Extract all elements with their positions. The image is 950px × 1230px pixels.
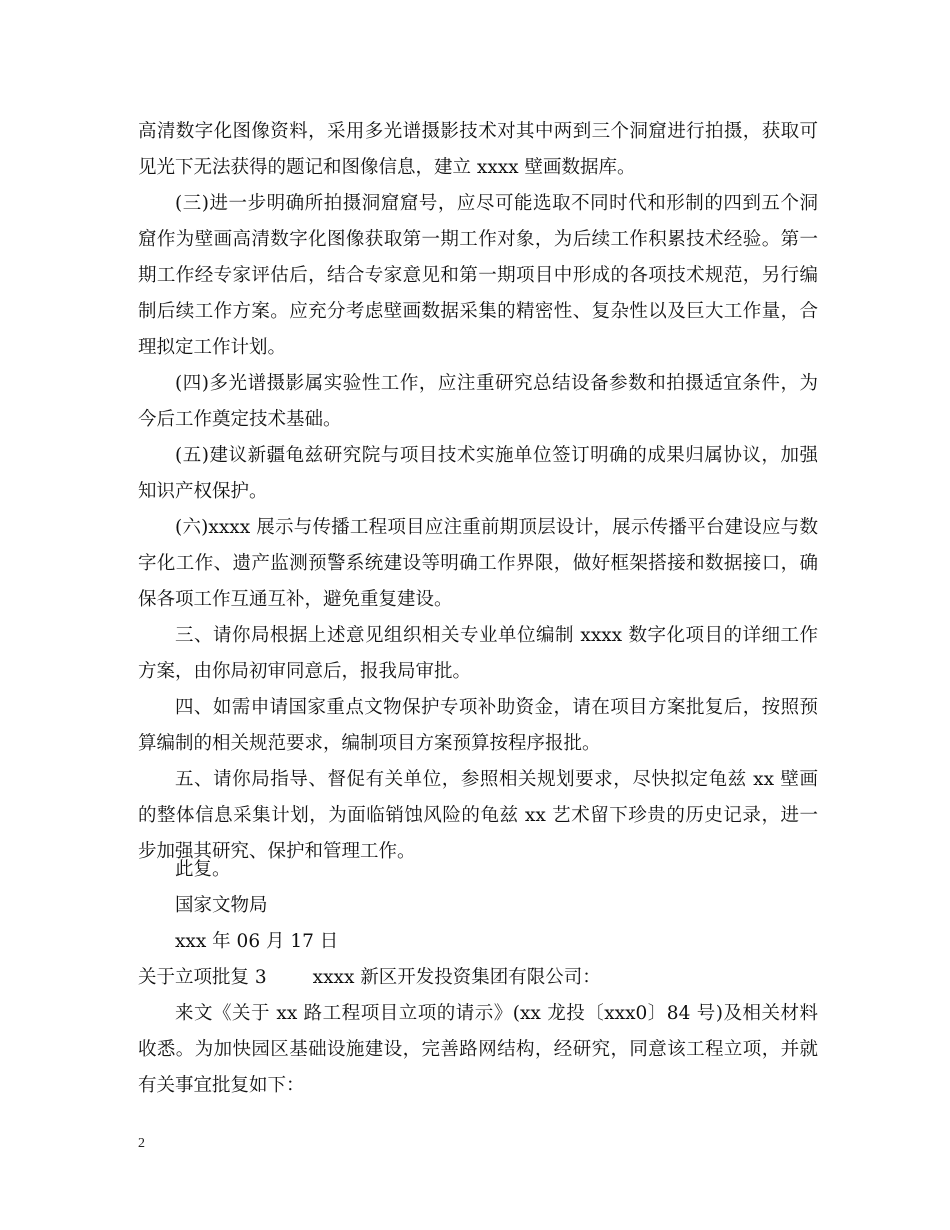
paragraph-item-4: (四)多光谱摄影属实验性工作，应注重研究总结设备参数和拍摄适宜条件，为今后工作奠定技术基础。 xyxy=(138,373,818,430)
paragraph-laiwen: 来文《关于 xx 路工程项目立项的请示》(xx 龙投〔xxx0〕84 号)及相关材料收悉。为加快园区基础设施建设，完善路网结构，经研究，同意该工程立项，并就有关事宜批复如下： xyxy=(138,1003,818,1096)
heading-line xyxy=(138,960,601,996)
heading-title: 关于立项批复 3 xyxy=(138,967,267,988)
paragraph-item-6: (六)xxxx 展示与传播工程项目应注重前期顶层设计，展示传播平台建设应与数字化工作、遗产监测预警系统建设等明确工作界限，做好框架搭接和数据接口，确保各项工作互通互补，避免重复建设。 xyxy=(138,517,818,610)
paragraph-section-5: 五、请你局指导、督促有关单位，参照相关规划要求，尽快拟定龟兹 xx 壁画的整体信息采集计划，为面临销蚀风险的龟兹 xx 艺术留下珍贵的历史记录，进一步加强其研究、保护和管理工作。 xyxy=(138,769,818,862)
date-line: xxx 年 06 月 17 日 xyxy=(175,931,339,952)
paragraph-item-5: (五)建议新疆龟兹研究院与项目技术实施单位签订明确的成果归属协议，加强知识产权保护。 xyxy=(138,445,818,502)
paragraph-section-4: 四、如需申请国家重点文物保护专项补助资金，请在项目方案批复后，按照预算编制的相关规范要求，编制项目方案预算按程序报批。 xyxy=(138,697,818,754)
closing-line: 此复。 xyxy=(175,859,231,880)
paragraph-section-3: 三、请你局根据上述意见组织相关专业单位编制 xxxx 数字化项目的详细工作方案，由你局初审同意后，报我局审批。 xyxy=(138,625,818,682)
paragraph-item-3: (三)进一步明确所拍摄洞窟窟号，应尽可能选取不同时代和形制的四到五个洞窟作为壁画高清数字化图像获取第一期工作对象，为后续工作积累技术经验。第一期工作经专家评估后，结合专家意见和第一期项目中形成的各项技术规范，另行编制后续工作方案。应充分考虑壁画数据采集的精密性、复杂性以及巨大工作量，合理拟定工作计划。 xyxy=(138,193,818,358)
page-number: 2 xyxy=(138,1136,145,1151)
paragraph-continuation: 高清数字化图像资料，采用多光谱摄影技术对其中两到三个洞窟进行拍摄，获取可见光下无法获得的题记和图像信息，建立 xxxx 壁画数据库。 xyxy=(138,121,818,178)
signature-line: 国家文物局 xyxy=(175,895,268,916)
heading-recipient: xxxx 新区开发投资集团有限公司： xyxy=(312,967,601,988)
